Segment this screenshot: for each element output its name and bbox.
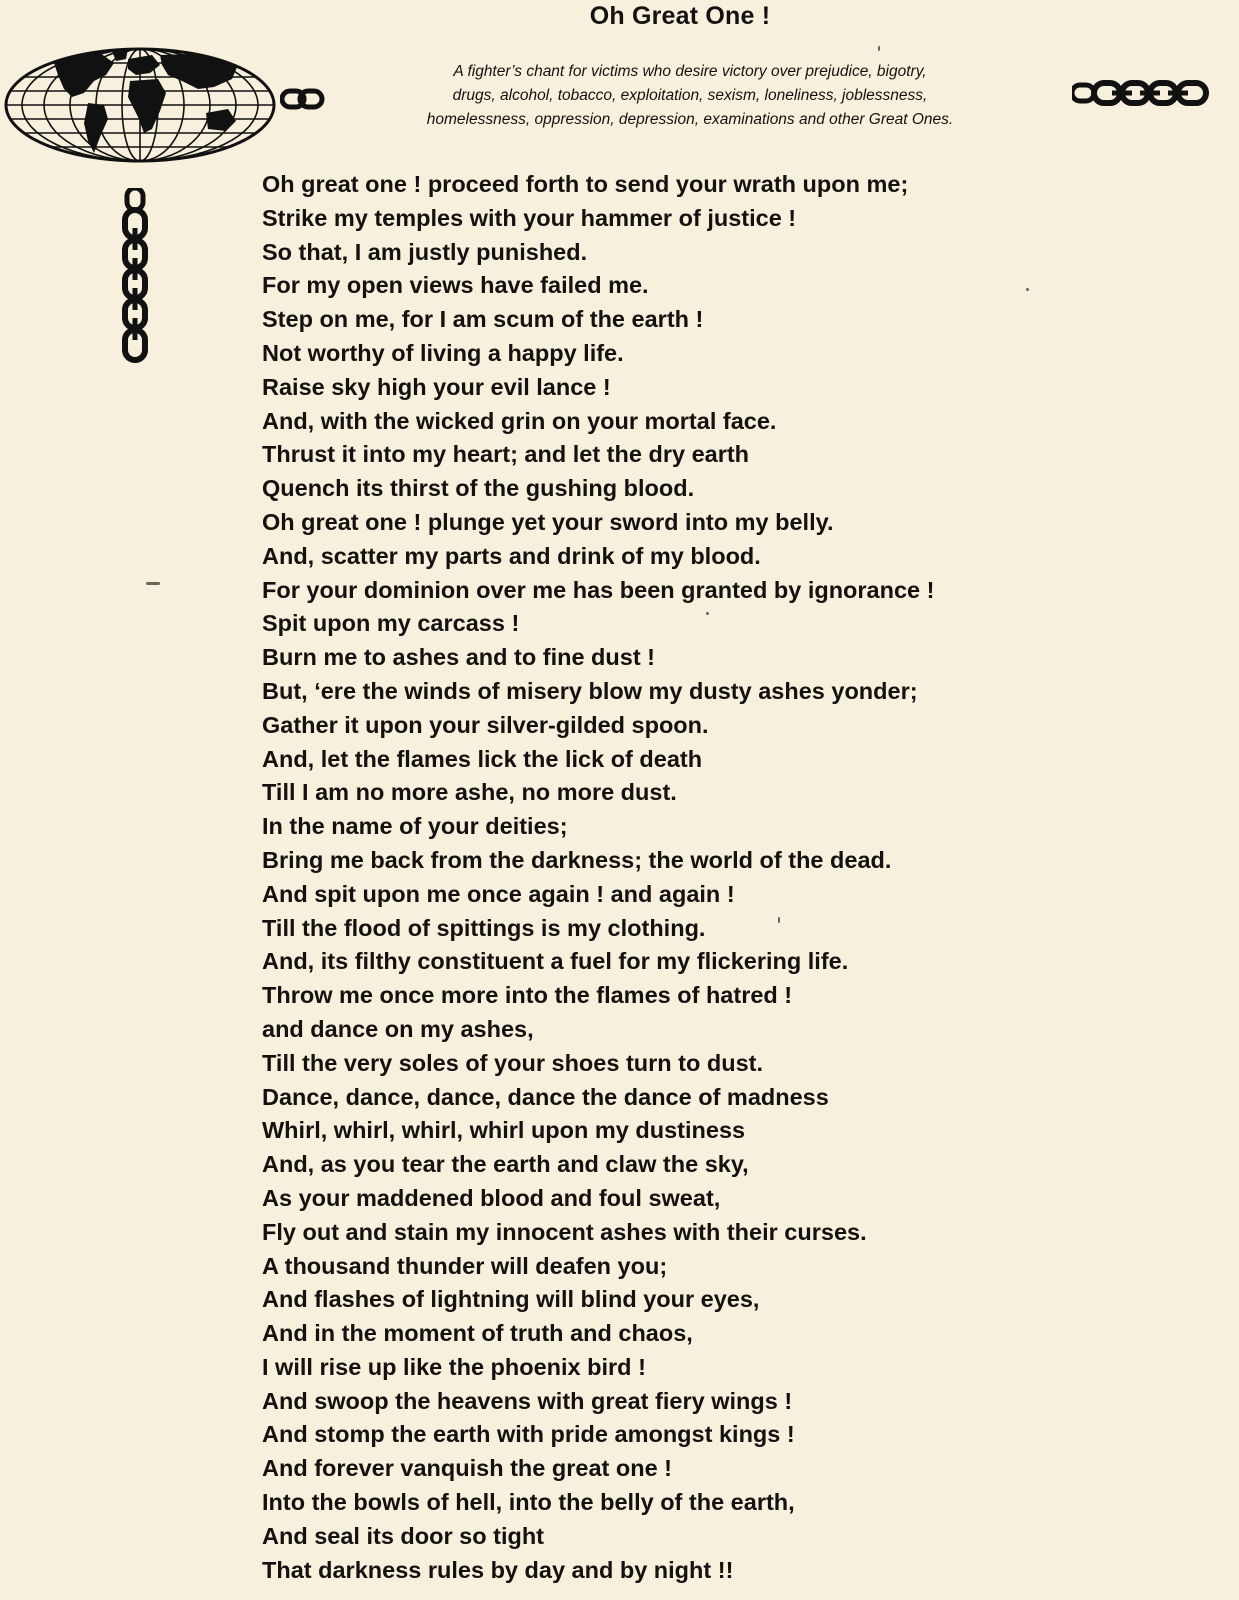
poem-line: And in the moment of truth and chaos, [262,1320,693,1347]
chain-link-icon [280,85,326,113]
poem-line: Into the bowls of hell, into the belly of the earth, [262,1489,795,1516]
poem-line: Fly out and stain my innocent ashes with their curses. [262,1218,867,1245]
poem-line: I will rise up like the phoenix bird ! [262,1353,646,1380]
poem-line: As your maddened blood and foul sweat, [262,1184,721,1211]
poem-line: Till I am no more ashe, no more dust. [262,779,677,806]
poem-line: And swoop the heavens with great fiery wings ! [262,1387,793,1414]
poem-line: For my open views have failed me. [262,272,649,299]
scan-speck [706,612,709,615]
poem-line: Throw me once more into the flames of hatred ! [262,982,793,1009]
page-title: Oh Great One ! [589,2,771,30]
poem-line: Spit upon my carcass ! [262,610,520,637]
poem-line: Dance, dance, dance, dance the dance of madness [262,1083,829,1110]
scan-speck [778,917,780,923]
poem-line: A thousand thunder will deafen you; [262,1252,668,1279]
scan-speck [1026,288,1029,291]
poem-body [262,168,1142,1587]
poem-line: And spit upon me once again ! and again ! [262,880,735,907]
poem-line: and dance on my ashes, [262,1015,534,1042]
poem-line: Burn me to ashes and to fine dust ! [262,644,656,671]
poem-line: And stomp the earth with pride amongst kings ! [262,1421,795,1448]
poem-line: And flashes of lightning will blind your eyes, [262,1286,760,1313]
poem-line: Quench its thirst of the gushing blood. [262,475,695,502]
poem-line: And, let the flames lick the lick of death [262,745,703,772]
poem-line: Bring me back from the darkness; the world of the dead. [262,846,892,873]
poem-line: And, with the wicked grin on your mortal face. [262,407,777,434]
subtitle-line: A fighter’s chant for victims who desire victory over prejudice, bigotry, [453,63,927,80]
poem-line: Gather it upon your silver-gilded spoon. [262,711,709,738]
poem-line: So that, I am justly punished. [262,238,588,265]
poem-line: Whirl, whirl, whirl, whirl upon my dustiness [262,1117,746,1144]
scan-speck [146,582,160,585]
subtitle-line: drugs, alcohol, tobacco, exploitation, sexism, loneliness, joblessness, [452,87,928,104]
poem-line: Till the very soles of your shoes turn to dust. [262,1049,763,1076]
poem-line: Till the flood of spittings is my clothing. [262,914,706,941]
poem-line: Strike my temples with your hammer of justice ! [262,204,797,231]
chain-link-icon [121,188,149,368]
poem-line: And forever vanquish the great one ! [262,1455,673,1482]
poem-line: Not worthy of living a happy life. [262,339,624,366]
subtitle-line: homelessness, oppression, depression, examinations and other Great Ones. [426,111,954,128]
poem-line: Thrust it into my heart; and let the dry earth [262,441,750,468]
poem-line: And, scatter my parts and drink of my blood. [262,542,761,569]
subtitle [340,60,1040,132]
poem-line: In the name of your deities; [262,813,568,840]
poem-line: Raise sky high your evil lance ! [262,373,611,400]
poem-line: But, ‘ere the winds of misery blow my dusty ashes yonder; [262,677,918,704]
scan-speck [878,46,880,51]
poem-line: That darkness rules by day and by night !! [262,1556,734,1583]
world-globe-icon [2,45,278,165]
poem-line: And, its filthy constituent a fuel for my flickering life. [262,948,849,975]
chain-link-icon [1072,79,1212,107]
poem-line: And, as you tear the earth and claw the sky, [262,1151,749,1178]
poem-line: Oh great one ! proceed forth to send your wrath upon me; [262,171,909,197]
poem-line: For your dominion over me has been granted by ignorance ! [262,576,935,603]
poem-line: Oh great one ! plunge yet your sword into my belly. [262,508,834,535]
poem-line: And seal its door so tight [262,1522,545,1549]
poem-line: Step on me, for I am scum of the earth ! [262,306,704,333]
